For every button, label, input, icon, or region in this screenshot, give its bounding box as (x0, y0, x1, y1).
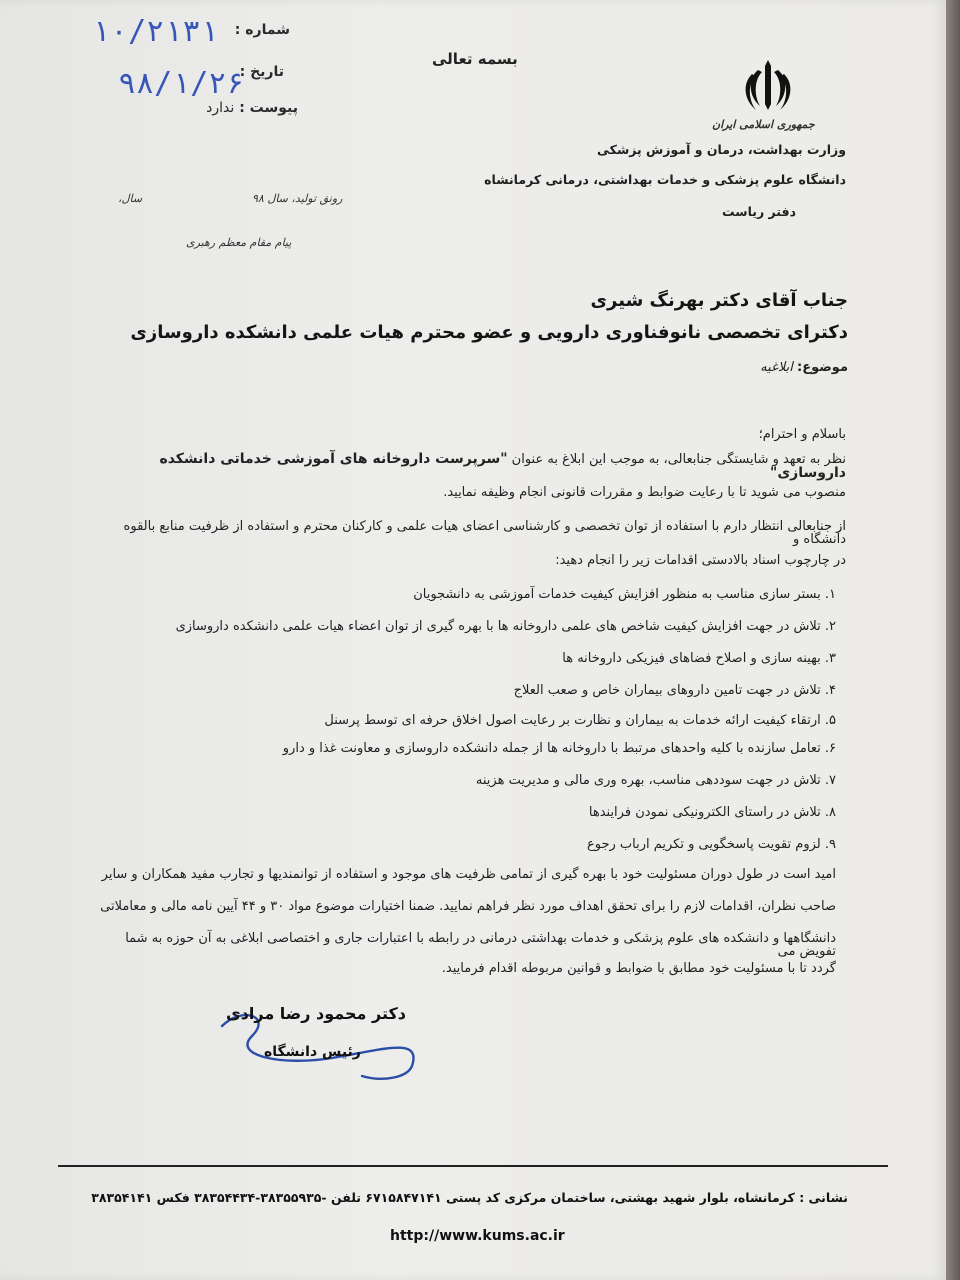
attachment-row (206, 100, 298, 116)
leader-message: پیام مقام معظم رهبری (186, 236, 292, 249)
office-name: دفتر ریاست (722, 204, 796, 219)
attachment-value: ندارد (206, 100, 235, 116)
handwritten-date: ۹۸/۱/۲۶ (118, 66, 245, 101)
bismillah-heading: بسمه تعالی (432, 50, 518, 68)
addressee-name: جناب آقای دکتر بهرنگ شیری (590, 290, 848, 311)
ministry-name: وزارت بهداشت، درمان و آموزش پزشکی (597, 142, 846, 157)
paragraph-2-line-2: در چارچوب اسناد بالادستی اقدامات زیر را انجام دهید: (555, 553, 846, 568)
closing-line-3: دانشگاهها و دانشکده های علوم پزشکی و خدمات بهداشتی درمانی در رابطه با اعتبارات جاری و اختصاصی ابلاغی به آن حوزه به شما تفویض می (125, 931, 836, 959)
subject-label: موضوع: (797, 360, 848, 375)
handwritten-number: ۱۰/۲۱۳۱ (92, 14, 219, 49)
list-item: ۵. ارتقاء کیفیت ارائه خدمات به بیماران و نظارت بر رعایت اصول اخلاق حرفه ای توسط پرسنل (324, 713, 836, 728)
list-item: ۹. لزوم تقویت پاسخگویی و تکریم ارباب رجوع (586, 837, 836, 852)
appointment-title: "سرپرست داروخانه های آموزشی خدماتی دانشکده داروسازی" (159, 451, 846, 481)
subject-row (760, 360, 848, 375)
list-item: ۴. تلاش در جهت تامین داروهای بیماران خاص و صعب العلاج (513, 683, 836, 698)
closing-line-4: گردد تا با مسئولیت خود مطابق با ضوابط و قوانین مربوطه اقدام فرمایید. (441, 961, 836, 976)
paragraph-1-text: نظر به تعهد و شایستگی جنابعالی، به موجب این ابلاغ به عنوان (511, 452, 846, 467)
closing-line-2: صاحب نظران، اقدامات لازم را برای تحقق اهداف مورد نظر فراهم نمایید. ضمنا اختیارات موضوع مواد ۳۰ و ۴۴ آیین نامه مالی و معاملاتی (100, 899, 836, 914)
footer-website[interactable]: http://www.kums.ac.ir (390, 1228, 565, 1244)
closing-line-1: امید است در طول دوران مسئولیت خود با بهره گیری از تمامی ظرفیت های موجود و استفاده از توانمندیها و تجارب مفید همکاران و سایر (101, 867, 836, 882)
motto-year: رونق تولید، سال ۹۸ (252, 192, 343, 205)
motto-year-short: سال، (118, 192, 143, 205)
list-item: ۶. تعامل سازنده با کلیه واحدهای مرتبط با داروخانه ها از جمله دانشکده داروسازی و معاونت غذا و دارو (282, 741, 836, 756)
subject-value: ابلاغیه (760, 360, 793, 375)
addressee-title: دکترای تخصصی نانوفناوری دارویی و عضو محترم هیات علمی دانشکده داروسازی (130, 322, 848, 343)
paper-edge-shadow (946, 0, 960, 1280)
paragraph-2-line-1: از جنابعالی انتظار دارم با استفاده از توان تخصصی و کارشناسی اعضای هیات علمی و کارکنان محترم و استفاده از ظرفیت منابع بالقوه دانشگاه و (123, 519, 846, 547)
list-item: ۲. تلاش در جهت افزایش کیفیت شاخص های علمی داروخانه ها با بهره گیری از توان اعضاء هیات علمی دانشکده داروسازی (175, 619, 836, 634)
list-item: ۷. تلاش در جهت سوددهی مناسب، بهره وری مالی و مدیریت هزینه (475, 773, 836, 788)
list-item: ۱. بستر سازی مناسب به منظور افزایش کیفیت خدمات آموزشی به دانشجویان (413, 587, 836, 602)
footer-divider (58, 1165, 888, 1167)
paragraph-1-line-2: منصوب می شوید تا با رعایت ضوابط و مقررات قانونی انجام وظیفه نمایید. (443, 485, 846, 500)
iran-emblem-icon (738, 56, 798, 116)
date-label: تاریخ : (239, 64, 284, 80)
list-item: ۸. تلاش در راستای الکترونیکی نمودن فرایندها (588, 805, 836, 820)
emblem-caption: جمهوری اسلامی ایران (712, 118, 815, 131)
signatory-name: دکتر محمود رضا مرادی (226, 1004, 407, 1023)
number-label: شماره : (234, 22, 290, 38)
paragraph-1-line-1 (86, 452, 846, 480)
footer-address: نشانی : کرمانشاه، بلوار شهید بهشتی، ساختمان مرکزی کد پستی ۶۷۱۵۸۴۷۱۴۱ تلفن -۳۸۳۵۵۹۳۵-۳۸۳۵۴۴۳۴ فکس ۳۸۳۵۴۱۴۱ (91, 1190, 848, 1205)
signatory-title: رئیس دانشگاه (264, 1044, 361, 1060)
greeting: باسلام و احترام؛ (758, 427, 846, 442)
attachment-label: پیوست : (239, 100, 298, 116)
list-item: ۳. بهینه سازی و اصلاح فضاهای فیزیکی داروخانه ها (562, 651, 836, 666)
university-name: دانشگاه علوم پزشکی و خدمات بهداشتی، درمانی کرمانشاه (484, 172, 846, 187)
